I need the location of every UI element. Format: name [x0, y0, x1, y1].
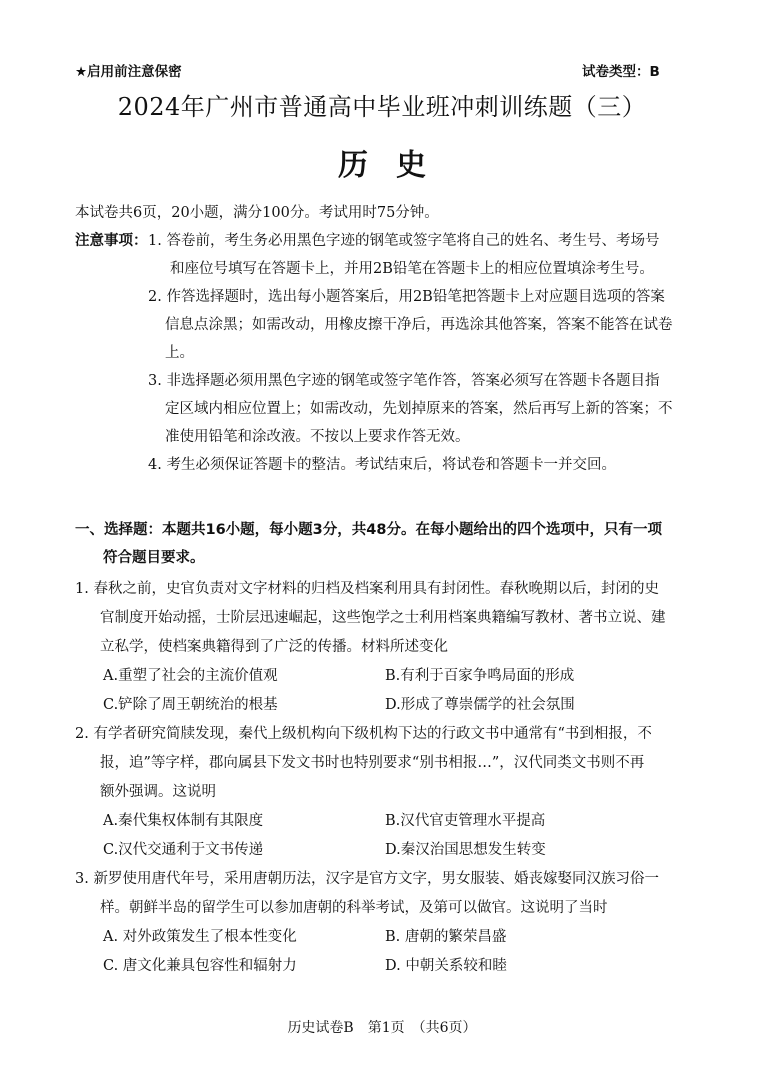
question-1-text: 立私学，使档案典籍得到了广泛的传播。材料所述变化: [100, 639, 448, 655]
question-3-option-d: D. 中朝关系较和睦: [385, 958, 507, 974]
question-3-option-a: A. 对外政策发生了根本性变化: [103, 929, 297, 945]
question-1-option-a: A.重塑了社会的主流价值观: [103, 668, 278, 684]
note-line: 3. 非选择题必须用黑色字迹的钢笔或签字笔作答，答案必须写在答题卡各题目指: [148, 373, 660, 389]
exam-intro: 本试卷共6页，20小题，满分100分。考试用时75分钟。: [75, 205, 439, 221]
note-line: 4. 考生必须保证答题卡的整洁。考试结束后，将试卷和答题卡一并交回。: [148, 457, 616, 473]
question-1-option-c: C.铲除了周王朝统治的根基: [103, 697, 278, 713]
question-2-option-a: A.秦代集权体制有其限度: [103, 813, 264, 829]
subject-heading: 历史: [338, 148, 454, 183]
question-2-text: 2. 有学者研究简牍发现，秦代上级机构向下级机构下达的行政文书中通常有“书到相报，不: [75, 726, 652, 742]
question-1-option-b: B.有利于百家争鸣局面的形成: [385, 668, 575, 684]
note-line: 准使用铅笔和涂改液。不按以上要求作答无效。: [165, 429, 470, 445]
note-line: 定区域内相应位置上；如需改动，先划掉原来的答案，然后再写上新的答案；不: [165, 401, 673, 417]
question-1-text: 1. 春秋之前，史官负责对文字材料的归档及档案利用具有封闭性。春秋晚期以后，封闭的史: [75, 581, 659, 597]
note-line: 和座位号填写在答题卡上，并用2B铅笔在答题卡上的相应位置填涂考生号。: [170, 261, 654, 277]
notes-label: 注意事项：: [75, 233, 148, 249]
question-1-text: 官制度开始动摇，士阶层迅速崛起，这些饱学之士利用档案典籍编写教材、著书立说、建: [100, 610, 666, 626]
note-line: 2. 作答选择题时，选出每小题答案后，用2B铅笔把答题卡上对应题目选项的答案: [148, 289, 665, 305]
question-2-option-d: D.秦汉治国思想发生转变: [385, 842, 546, 858]
question-3-option-c: C. 唐文化兼具包容性和辐射力: [103, 958, 297, 974]
section-heading-cont: 符合题目要求。: [103, 550, 205, 566]
question-1-option-d: D.形成了尊崇儒学的社会氛围: [385, 697, 575, 713]
question-3-option-b: B. 唐朝的繁荣昌盛: [385, 929, 507, 945]
section-heading: 一、选择题：本题共16小题，每小题3分，共48分。在每小题给出的四个选项中，只有一项: [75, 522, 662, 538]
page-title: 2024年广州市普通高中毕业班冲刺训练题（三）: [117, 93, 647, 121]
note-line: 信息点涂黑；如需改动，用橡皮擦干净后，再选涂其他答案，答案不能答在试卷: [165, 317, 673, 333]
question-2-option-b: B.汉代官吏管理水平提高: [385, 813, 546, 829]
note-line: 1. 答卷前，考生务必用黑色字迹的钢笔或签字笔将自己的姓名、考生号、考场号: [148, 233, 660, 249]
question-2-text: 报，追”等字样，郡向属县下发文书时也特别要求“别书相报…”，汉代同类文书则不再: [100, 755, 645, 771]
paper-type: 试卷类型：B: [582, 64, 660, 80]
page-footer: 历史试卷B 第1页 （共6页）: [287, 1020, 477, 1036]
confidential-notice: ★启用前注意保密: [75, 64, 182, 80]
question-2-text: 额外强调。这说明: [100, 784, 216, 800]
question-2-option-c: C.汉代交通利于文书传递: [103, 842, 264, 858]
note-line: 上。: [165, 345, 194, 361]
question-3-text: 3. 新罗使用唐代年号，采用唐朝历法，汉字是官方文字，男女服装、婚丧嫁娶同汉族习俗一: [75, 871, 659, 887]
question-3-text: 样。朝鲜半岛的留学生可以参加唐朝的科举考试，及第可以做官。这说明了当时: [100, 900, 608, 916]
